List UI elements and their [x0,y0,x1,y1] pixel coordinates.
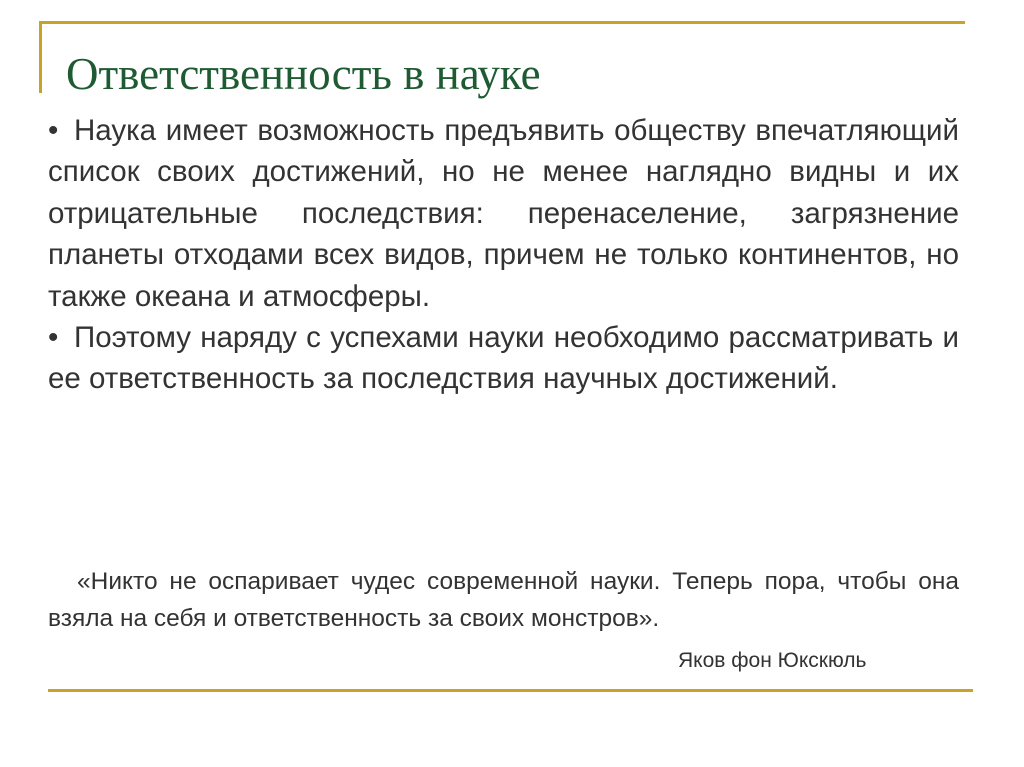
bullet-marker: • [48,321,59,355]
bullet-list [48,110,959,400]
frame-bottom-line [48,689,973,692]
quote-text: «Никто не оспаривает чудес современной науки. Теперь пора, чтобы она взяла на себя и ответственность за своих монстров». [48,568,959,632]
bullet-item [48,110,959,317]
bullet-item [48,317,959,400]
bullet-text: Поэтому наряду с успехами науки необходимо рассматривать и ее ответственность за последствия научных достижений. [48,321,959,396]
slide-title: Ответственность в науке [66,49,541,99]
quote-author: Яков фон Юкскюль [678,649,867,672]
frame-top-line [39,21,965,24]
bullet-text: Наука имеет возможность предъявить обществу впечатляющий список своих достижений, но не менее наглядно видны и их отрицательные последствия: перенаселение, загрязнение планеты отходами всех видов, причем не только континентов, но также океана и атмосферы. [48,114,959,313]
frame-left-line [39,21,42,93]
bullet-marker: • [48,114,59,147]
